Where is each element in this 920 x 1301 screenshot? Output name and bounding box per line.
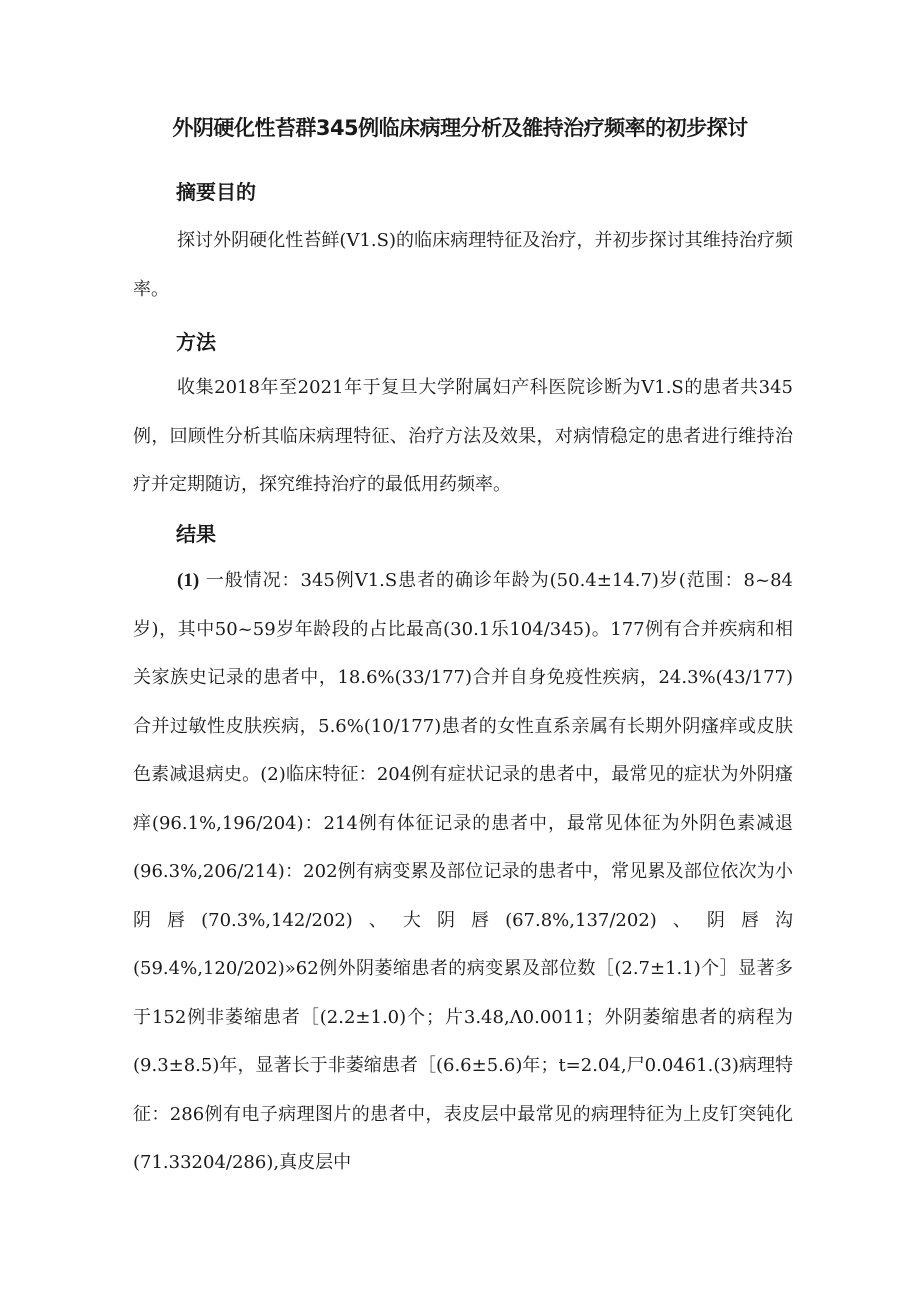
methods-paragraph: 收集2018年至2021年于复旦大学附属妇产科医院诊断为V1.S的患者共345例，回顾性分析其临床病理特征、治疗方法及效果，对病情稳定的患者进行维持治疗并定期随访，探究维持治疗的最低用药频率。: [133, 377, 793, 495]
results-item-marker: (1): [177, 570, 200, 591]
document-title: 外阴硬化性苔群345例临床病理分析及雒持治疗频率的初步探讨: [172, 116, 748, 140]
results-heading: 结果: [176, 522, 216, 546]
abstract-heading: 摘要目的: [176, 180, 256, 204]
results-text: 一般情况：345例V1.S患者的确诊年龄为(50.4±14.7)岁(范围：8~84岁)，其中50~59岁年龄段的占比最高(30.1乐104/345)。177例有合并疾病和相关家族史记录的患者中，18.6%(33/177)合并自身免疫性疾病，24.3%(43/177)合并过敏性皮肤疾病，5.6%(10/177)患者的女性直系亲属有长期外阴瘙痒或皮肤色素减退病史。(2)临床特征：204例有症状记录的患者中，最常见的症状为外阴瘙痒(96.1%,196/204)：214例有体征记录的患者中，最常见体征为外阴色素减退(96.3%,206/214)：202例有病变累及部位记录的患者中，常见累及部位依次为小阴唇(70.3%,142/202)、大阴唇(67.8%,137/202)、阴唇沟(59.4%,120/202)»62例外阴萎缩患者的病变累及部位数［(2.7±1.1)个］显著多于152例非萎缩患者［(2.2±1.0)个；片3.48,Λ0.0011；外阴萎缩患者的病程为(9.3±8.5)年，显著长于非萎缩患者［(6.6±5.6)年；t=2.04,尸0.0461.(3)病理特征：286例有电子病理图片的患者中，表皮层中最常见的病理特征为上皮钉突钝化(71.33204/286),真皮层中: [133, 570, 793, 1173]
methods-heading: 方法: [176, 330, 216, 354]
results-paragraph: [133, 557, 793, 1188]
objective-paragraph: 探讨外阴硬化性苔鲜(V1.S)的临床病理特征及治疗，并初步探讨其维持治疗频率。: [133, 230, 793, 300]
